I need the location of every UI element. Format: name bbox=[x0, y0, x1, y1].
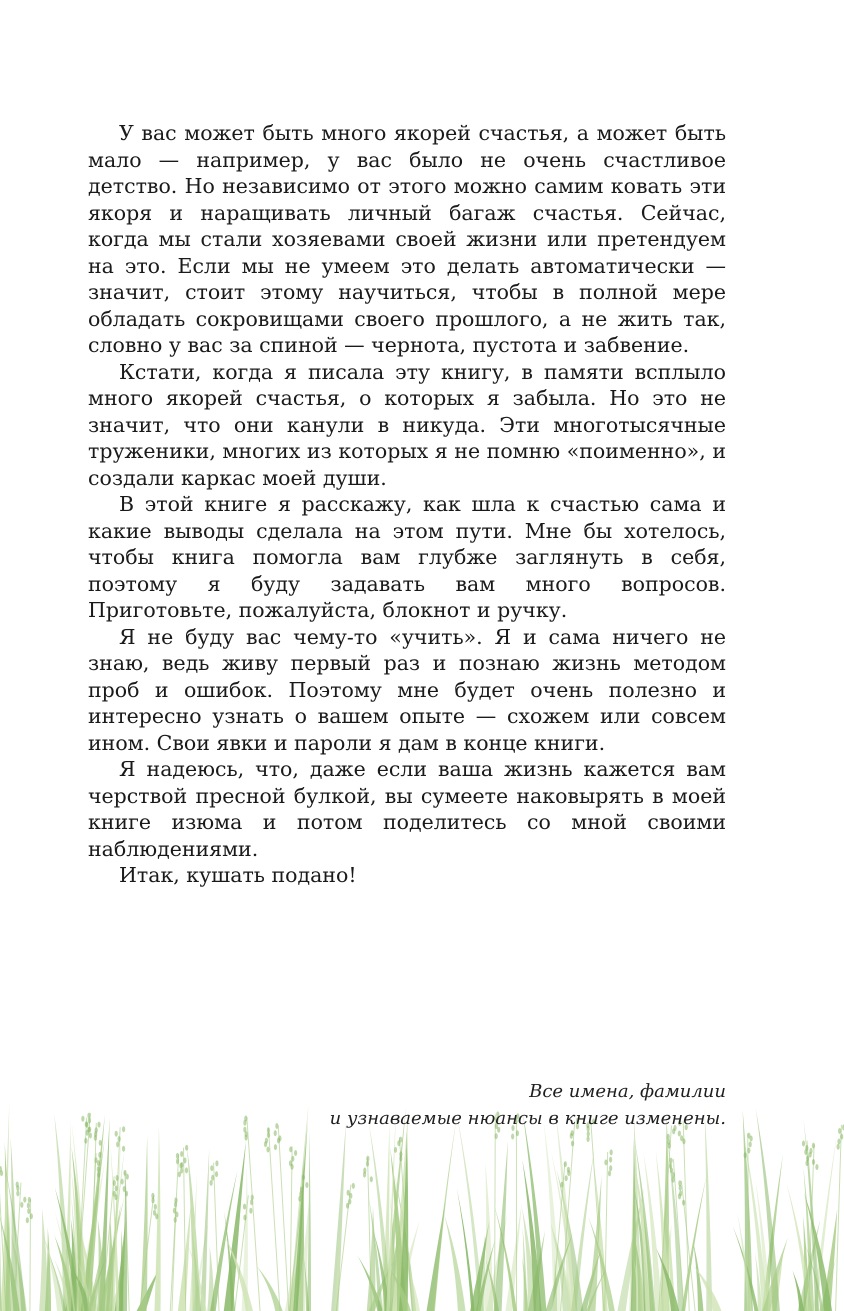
grass-seed bbox=[27, 1208, 30, 1214]
grass-blade bbox=[544, 1123, 562, 1311]
body-text bbox=[88, 120, 726, 889]
grass-seed bbox=[176, 1153, 179, 1159]
grass-seed bbox=[291, 1156, 294, 1162]
grass-seed bbox=[99, 1140, 102, 1146]
grass-seed bbox=[97, 1172, 100, 1178]
grass-seed bbox=[16, 1190, 19, 1196]
grass-stem bbox=[278, 1125, 289, 1311]
grass-seed bbox=[669, 1158, 672, 1164]
grass-seed bbox=[565, 1175, 568, 1181]
paragraph: Я надеюсь, что, даже если ваша жизнь кажется вам черствой пресной булкой, вы сумеете наковырять в моей книге изюма и потом поделитесь со мной своими наблюдениями. bbox=[88, 757, 726, 861]
grass-seed bbox=[118, 1136, 121, 1142]
note-line-2: и узнаваемые нюансы в книге изменены. bbox=[329, 1108, 726, 1129]
paragraph: Итак, кушать подано! bbox=[119, 863, 357, 887]
grass-seed bbox=[838, 1128, 841, 1134]
grass-seed bbox=[123, 1186, 126, 1192]
grass-seed bbox=[294, 1150, 297, 1156]
grass-seed bbox=[352, 1183, 355, 1189]
paragraph: В этой книге я расскажу, как шла к счастью сама и какие выводы сделала на этом пути. Мне бы хотелось, чтобы книга помогла вам глубже заглянуть в себя, поэтому я буду задавать вам много вопросов. Приготовьте, пожалуйста, блокнот и ручку. bbox=[88, 492, 726, 622]
grass-blade bbox=[444, 1215, 465, 1311]
note-line-1: Все имена, фамилии bbox=[529, 1081, 726, 1102]
grass-seed bbox=[122, 1126, 125, 1132]
grass-seed bbox=[347, 1190, 350, 1196]
grass-seed bbox=[97, 1166, 100, 1172]
grass-seed bbox=[277, 1137, 280, 1143]
grass-seed bbox=[20, 1202, 23, 1208]
grass-seed bbox=[185, 1145, 188, 1151]
grass-seed bbox=[210, 1165, 213, 1171]
grass-seed bbox=[749, 1141, 752, 1147]
grass-stem bbox=[170, 1154, 178, 1311]
grass-seed bbox=[180, 1162, 183, 1168]
grass-seed bbox=[122, 1146, 125, 1152]
grass-seed bbox=[89, 1133, 92, 1139]
grass-seed bbox=[115, 1131, 118, 1137]
grass-seed bbox=[511, 1134, 514, 1140]
grass-seed bbox=[176, 1158, 179, 1164]
grass-seed bbox=[804, 1149, 807, 1155]
grass-seed bbox=[243, 1204, 246, 1210]
grass-seed bbox=[244, 1135, 247, 1141]
grass-seed bbox=[397, 1140, 400, 1146]
grass-seed bbox=[115, 1185, 118, 1191]
grass-seed bbox=[815, 1164, 818, 1170]
grass-seed bbox=[114, 1194, 117, 1200]
grass-seed bbox=[564, 1161, 567, 1167]
grass-seed bbox=[28, 1197, 31, 1203]
grass-seed bbox=[98, 1152, 101, 1158]
grass-seed bbox=[679, 1185, 682, 1191]
grass-seed bbox=[812, 1159, 815, 1165]
grass-seed bbox=[97, 1160, 100, 1166]
grass-seed bbox=[183, 1158, 186, 1164]
grass-seed bbox=[349, 1193, 352, 1199]
grass-seed bbox=[151, 1197, 154, 1203]
grass-seed bbox=[668, 1143, 671, 1149]
grass-seed bbox=[97, 1122, 100, 1128]
grass-seed bbox=[682, 1138, 685, 1144]
paragraph: Кстати, когда я писала эту книгу, в памяти всплыло много якорей счастья, о которых я забыла. Но это не значит, что они канули в никуда. Эти многотысячные труженики, многих из которых я не помню «поименно», и создали каркас моей души. bbox=[88, 359, 726, 490]
grass-seed bbox=[125, 1191, 128, 1197]
grass-stem bbox=[268, 1128, 280, 1311]
grass-seed bbox=[682, 1200, 685, 1206]
grass-seed bbox=[802, 1140, 805, 1146]
grass-seed bbox=[305, 1182, 308, 1188]
grass-seed bbox=[243, 1215, 246, 1221]
grass-seed bbox=[0, 1170, 3, 1176]
grass-seed bbox=[610, 1149, 613, 1155]
grass-seed bbox=[672, 1177, 675, 1183]
grass-seed bbox=[678, 1193, 681, 1199]
grass-seed bbox=[609, 1165, 612, 1171]
grass-seed bbox=[249, 1208, 252, 1214]
grass-seed bbox=[215, 1160, 218, 1166]
grass-seed bbox=[85, 1122, 88, 1128]
grass-seed bbox=[274, 1130, 277, 1136]
grass-seed bbox=[298, 1196, 301, 1202]
grass-stem bbox=[247, 1117, 260, 1311]
grass-seed bbox=[81, 1116, 84, 1122]
grass-seed bbox=[667, 1134, 670, 1140]
grass-seed bbox=[113, 1180, 116, 1186]
grass-seed bbox=[264, 1141, 267, 1147]
grass-seed bbox=[121, 1179, 124, 1185]
grass-seed bbox=[290, 1164, 293, 1170]
grass-seed bbox=[837, 1138, 840, 1144]
grass-seed bbox=[267, 1132, 270, 1138]
grass-seed bbox=[180, 1151, 183, 1157]
grass-seed bbox=[84, 1138, 87, 1144]
grass-blade bbox=[432, 1117, 457, 1311]
grass-seed bbox=[366, 1161, 369, 1167]
grass-blade bbox=[119, 1230, 124, 1311]
grass-seed bbox=[366, 1156, 369, 1162]
grass-seed bbox=[370, 1176, 373, 1182]
grass-seed bbox=[812, 1143, 815, 1149]
grass-seed bbox=[567, 1170, 570, 1176]
grass-seed bbox=[116, 1141, 119, 1147]
grass-seed bbox=[363, 1172, 366, 1178]
paragraph: Я не буду вас чему-то «учить». Я и сама ничего не знаю, ведь живу первый раз и познаю жизнь методом проб и ошибок. Поэтому мне будет очень полезно и интересно узнать о вашем опыте — схожем или совсем ином. Свои явки и пароли я дам в конце книги. bbox=[88, 624, 726, 755]
grass-seed bbox=[178, 1171, 181, 1177]
names-changed-note bbox=[286, 1078, 726, 1132]
grass-seed bbox=[747, 1148, 750, 1154]
grass-seed bbox=[608, 1170, 611, 1176]
grass-seed bbox=[115, 1175, 118, 1181]
grass-seed bbox=[88, 1118, 91, 1124]
grass-seed bbox=[750, 1136, 753, 1142]
grass-seed bbox=[185, 1167, 188, 1173]
grass-seed bbox=[30, 1213, 33, 1219]
grass-seed bbox=[604, 1159, 607, 1165]
grass-seed bbox=[394, 1147, 397, 1153]
grass-seed bbox=[27, 1203, 30, 1209]
grass-seed bbox=[289, 1146, 292, 1152]
grass-seed bbox=[16, 1185, 19, 1191]
grass-seed bbox=[837, 1144, 840, 1150]
paragraph: У вас может быть много якорей счастья, а может быть мало — например, у вас было не очень счастливое детство. Но независимо от этого можно самим ковать эти якоря и наращивать личный багаж счастья. Сейчас, когда мы стали хозяевами своей жизни или претендуем на это. Если мы не умеем это делать автоматически — значит, стоит этому научиться, чтобы в полной мере обладать сокровищами своего прошлого, а не жить так, словно у вас за спиной — чернота, пустота и забвение. bbox=[88, 121, 726, 357]
grass-seed bbox=[274, 1144, 277, 1150]
grass-seed bbox=[805, 1160, 808, 1166]
grass-seed bbox=[211, 1175, 214, 1181]
grass-seed bbox=[560, 1182, 563, 1188]
grass-seed bbox=[126, 1174, 129, 1180]
grass-seed bbox=[495, 1133, 498, 1139]
grass-seed bbox=[346, 1203, 349, 1209]
grass-seed bbox=[86, 1130, 89, 1136]
grass-seed bbox=[609, 1157, 612, 1163]
grass-blade bbox=[331, 1122, 346, 1311]
grass-seed bbox=[154, 1204, 157, 1210]
grass-seed bbox=[840, 1134, 843, 1140]
grass-seed bbox=[87, 1113, 90, 1119]
grass-seed bbox=[302, 1174, 305, 1180]
grass-blade bbox=[140, 1136, 147, 1311]
grass-seed bbox=[266, 1147, 269, 1153]
grass-seed bbox=[571, 1141, 574, 1147]
grass-seed bbox=[155, 1213, 158, 1219]
grass-seed bbox=[94, 1135, 97, 1141]
grass-seed bbox=[243, 1120, 246, 1126]
grass-seed bbox=[23, 1197, 26, 1203]
grass-seed bbox=[570, 1133, 573, 1139]
grass-seed bbox=[744, 1152, 747, 1158]
grass-blade bbox=[704, 1109, 712, 1311]
grass-seed bbox=[586, 1136, 589, 1142]
grass-seed bbox=[215, 1171, 218, 1177]
grass-seed bbox=[210, 1180, 213, 1186]
grass-seed bbox=[399, 1156, 402, 1162]
grass-seed bbox=[26, 1217, 29, 1223]
grass-seed bbox=[809, 1152, 812, 1158]
grass-seed bbox=[275, 1123, 278, 1129]
